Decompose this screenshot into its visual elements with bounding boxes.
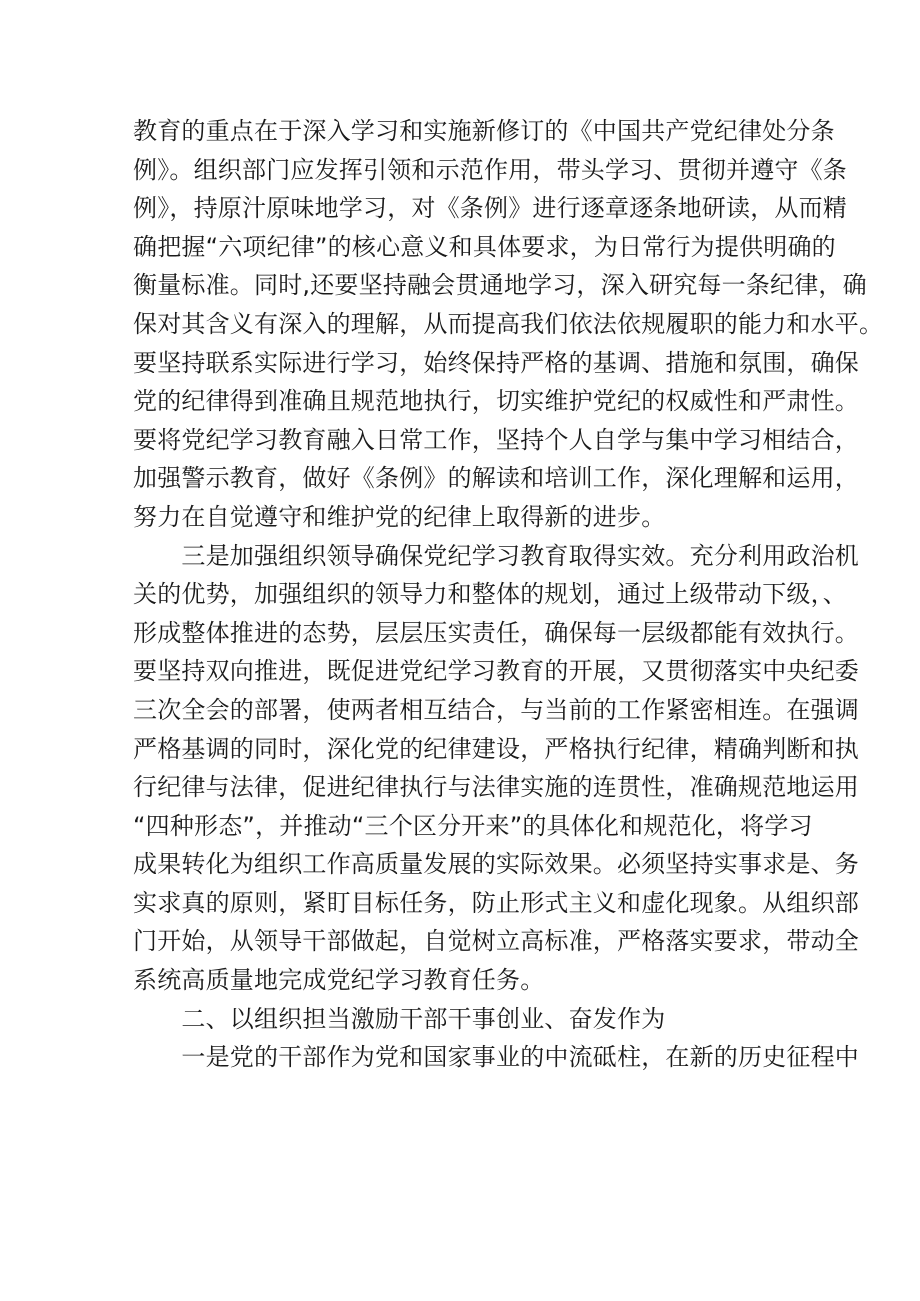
text-line: 例》。组织部门应发挥引领和示范作用，带头学习、贯彻并遵守《条 [133, 155, 847, 184]
section-heading: 二、以组织担当激励干部干事创业、奋发作为 [133, 1004, 666, 1033]
text-line: 保对其含义有深入的理解，从而提高我们依法依规履职的能力和水平。 [133, 309, 884, 338]
text-line: 衡量标准。同时,还要坚持融会贯通地学习，深入研究每一条纪律，确 [133, 271, 867, 300]
paragraph-start-line: 一是党的干部作为党和国家事业的中流砥柱，在新的历史征程中 [133, 1043, 859, 1072]
text-line: 门开始，从领导干部做起，自觉树立高标准，严格落实要求，带动全 [133, 927, 859, 956]
text-line: 行纪律与法律，促进纪律执行与法律实施的连贯性，准确规范地运用 [133, 773, 859, 802]
text-line: 形成整体推进的态势，层层压实责任，确保每一层级都能有效执行。 [133, 618, 859, 647]
text-line: 三次全会的部署，使两者相互结合，与当前的工作紧密相连。在强调 [133, 695, 859, 724]
text-line: 努力在自觉遵守和维护党的纪律上取得新的进步。 [133, 502, 666, 531]
body-text [133, 112, 884, 1077]
text-line: 要坚持双向推进，既促进党纪学习教育的开展，又贯彻落实中央纪委 [133, 657, 859, 686]
text-line: “四种形态”，并推动“三个区分开来”的具体化和规范化，将学习 [133, 811, 813, 840]
text-line: 确把握“六项纪律”的核心意义和具体要求，为日常行为提供明确的 [133, 232, 836, 261]
paragraph-start-line: 三是加强组织领导确保党纪学习教育取得实效。充分利用政治机 [133, 541, 859, 570]
text-line: 教育的重点在于深入学习和实施新修订的《中国共产党纪律处分条 [133, 117, 835, 145]
text-line: 要坚持联系实际进行学习，始终保持严格的基调、措施和氛围，确保 [133, 348, 859, 377]
text-line: 要将党纪学习教育融入日常工作，坚持个人自学与集中学习相结合， [133, 425, 859, 454]
text-line: 严格基调的同时，深化党的纪律建设，严格执行纪律，精确判断和执 [133, 734, 859, 763]
text-line: 系统高质量地完成党纪学习教育任务。 [133, 966, 545, 995]
text-line: 例》，持原汁原味地学习，对《条例》进行逐章逐条地研读，从而精 [133, 194, 847, 223]
text-line: 实求真的原则，紧盯目标任务，防止形式主义和虚化现象。从组织部 [133, 888, 859, 917]
text-line: 成果转化为组织工作高质量发展的实际效果。必须坚持实事求是、务 [133, 850, 859, 879]
text-line: 关的优势，加强组织的领导力和整体的规划，通过上级带动下级，、 [133, 580, 847, 609]
text-line: 党的纪律得到准确且规范地执行，切实维护党纪的权威性和严肃性。 [133, 387, 859, 416]
text-line: 加强警示教育，做好《条例》的解读和培训工作，深化理解和运用， [133, 464, 859, 493]
